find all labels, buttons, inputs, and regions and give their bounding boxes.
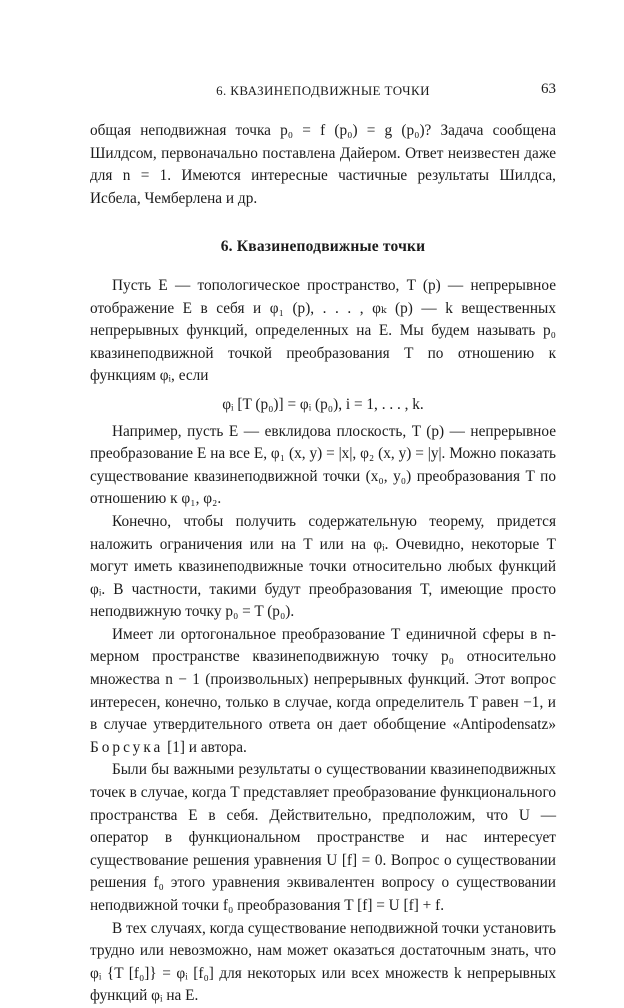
paragraph-continuation: общая неподвижная точка p₀ = f (p₀) = g (p₀)? Задача сообщена Шилдсом, первоначально поставлена Дайером. Ответ неизвестен даже для n = 1. Имеются интересные частичные результаты Шилдса, Исбела, Чемберлена и др. xyxy=(90,122,556,207)
author-name: Борсука xyxy=(90,738,164,756)
paragraph-orthogonal-end: [1] и автора. xyxy=(167,738,247,756)
paragraph-definition: Пусть E — топологическое пространство, T (p) — непрерывное отображение E в себя и φ₁ (p), . . . , φₖ (p) — k вещественных непрерывных функций, определенных на E. Мы будем называть p₀ квазинеподвижной точкой преобразования T по отношению к функциям φᵢ, если xyxy=(90,276,556,385)
paragraph-orthogonal-text: Имеет ли ортогональное преобразование T единичной сферы в n-мерном пространстве квазинеподвижную точку p₀ относительно множества n − 1 (произвольных) непрерывных функций. Этот вопрос интересен, конечно, только в случае, когда определитель T равен −1, и в случае утвердительного ответа он дает обобщение «Antipodensatz» xyxy=(90,625,556,734)
running-head xyxy=(90,78,556,102)
paragraph-final: В тех случаях, когда существование неподвижной точки установить трудно или невозможно, нам может оказаться достаточным знать, что φᵢ {T [f₀]} = φᵢ [f₀] для некоторых или всех множеств k непрерывных функций φᵢ на E. xyxy=(90,919,556,1005)
paragraph-example: Например, пусть E — евклидова плоскость, T (p) — непрерывное преобразование E на все E, φ₁ (x, y) = |x|, φ₂ (x, y) = |y|. Можно показать существование квазинеподвижной точки (x₀, y₀) преобразования T по отношению к φ₁, φ₂. xyxy=(90,422,556,508)
paragraph-restrictions: Конечно, чтобы получить содержательную теорему, придется наложить ограничения или на T или на φᵢ. Очевидно, некоторые T могут иметь квазинеподвижные точки относительно любых функций φᵢ. В частности, такими будут преобразования T, имеющие просто неподвижную точку p₀ = T (p₀). xyxy=(90,512,556,621)
running-head-title: 6. КВАЗИНЕПОДВИЖНЫЕ ТОЧКИ xyxy=(216,83,430,98)
paragraph-orthogonal xyxy=(90,624,556,760)
section-title: 6. Квазинеподвижные точки xyxy=(220,238,426,256)
formula: φᵢ [T (p₀)] = φᵢ (p₀), i = 1, . . . , k. xyxy=(222,395,424,413)
paragraph-functional-space: Были бы важными результаты о существовании квазинеподвижных точек в случае, когда T представляет преобразование функционального пространства E в себя. Действительно, предположим, что U — оператор в функциональном пространстве и нас интересует существование решения уравнения U [f] = 0. Вопрос о существовании решения f₀ этого уравнения эквивалентен вопросу о существовании неподвижной точки f₀ преобразования T [f] = U [f] + f. xyxy=(90,761,556,914)
page-number: 63 xyxy=(541,81,556,97)
